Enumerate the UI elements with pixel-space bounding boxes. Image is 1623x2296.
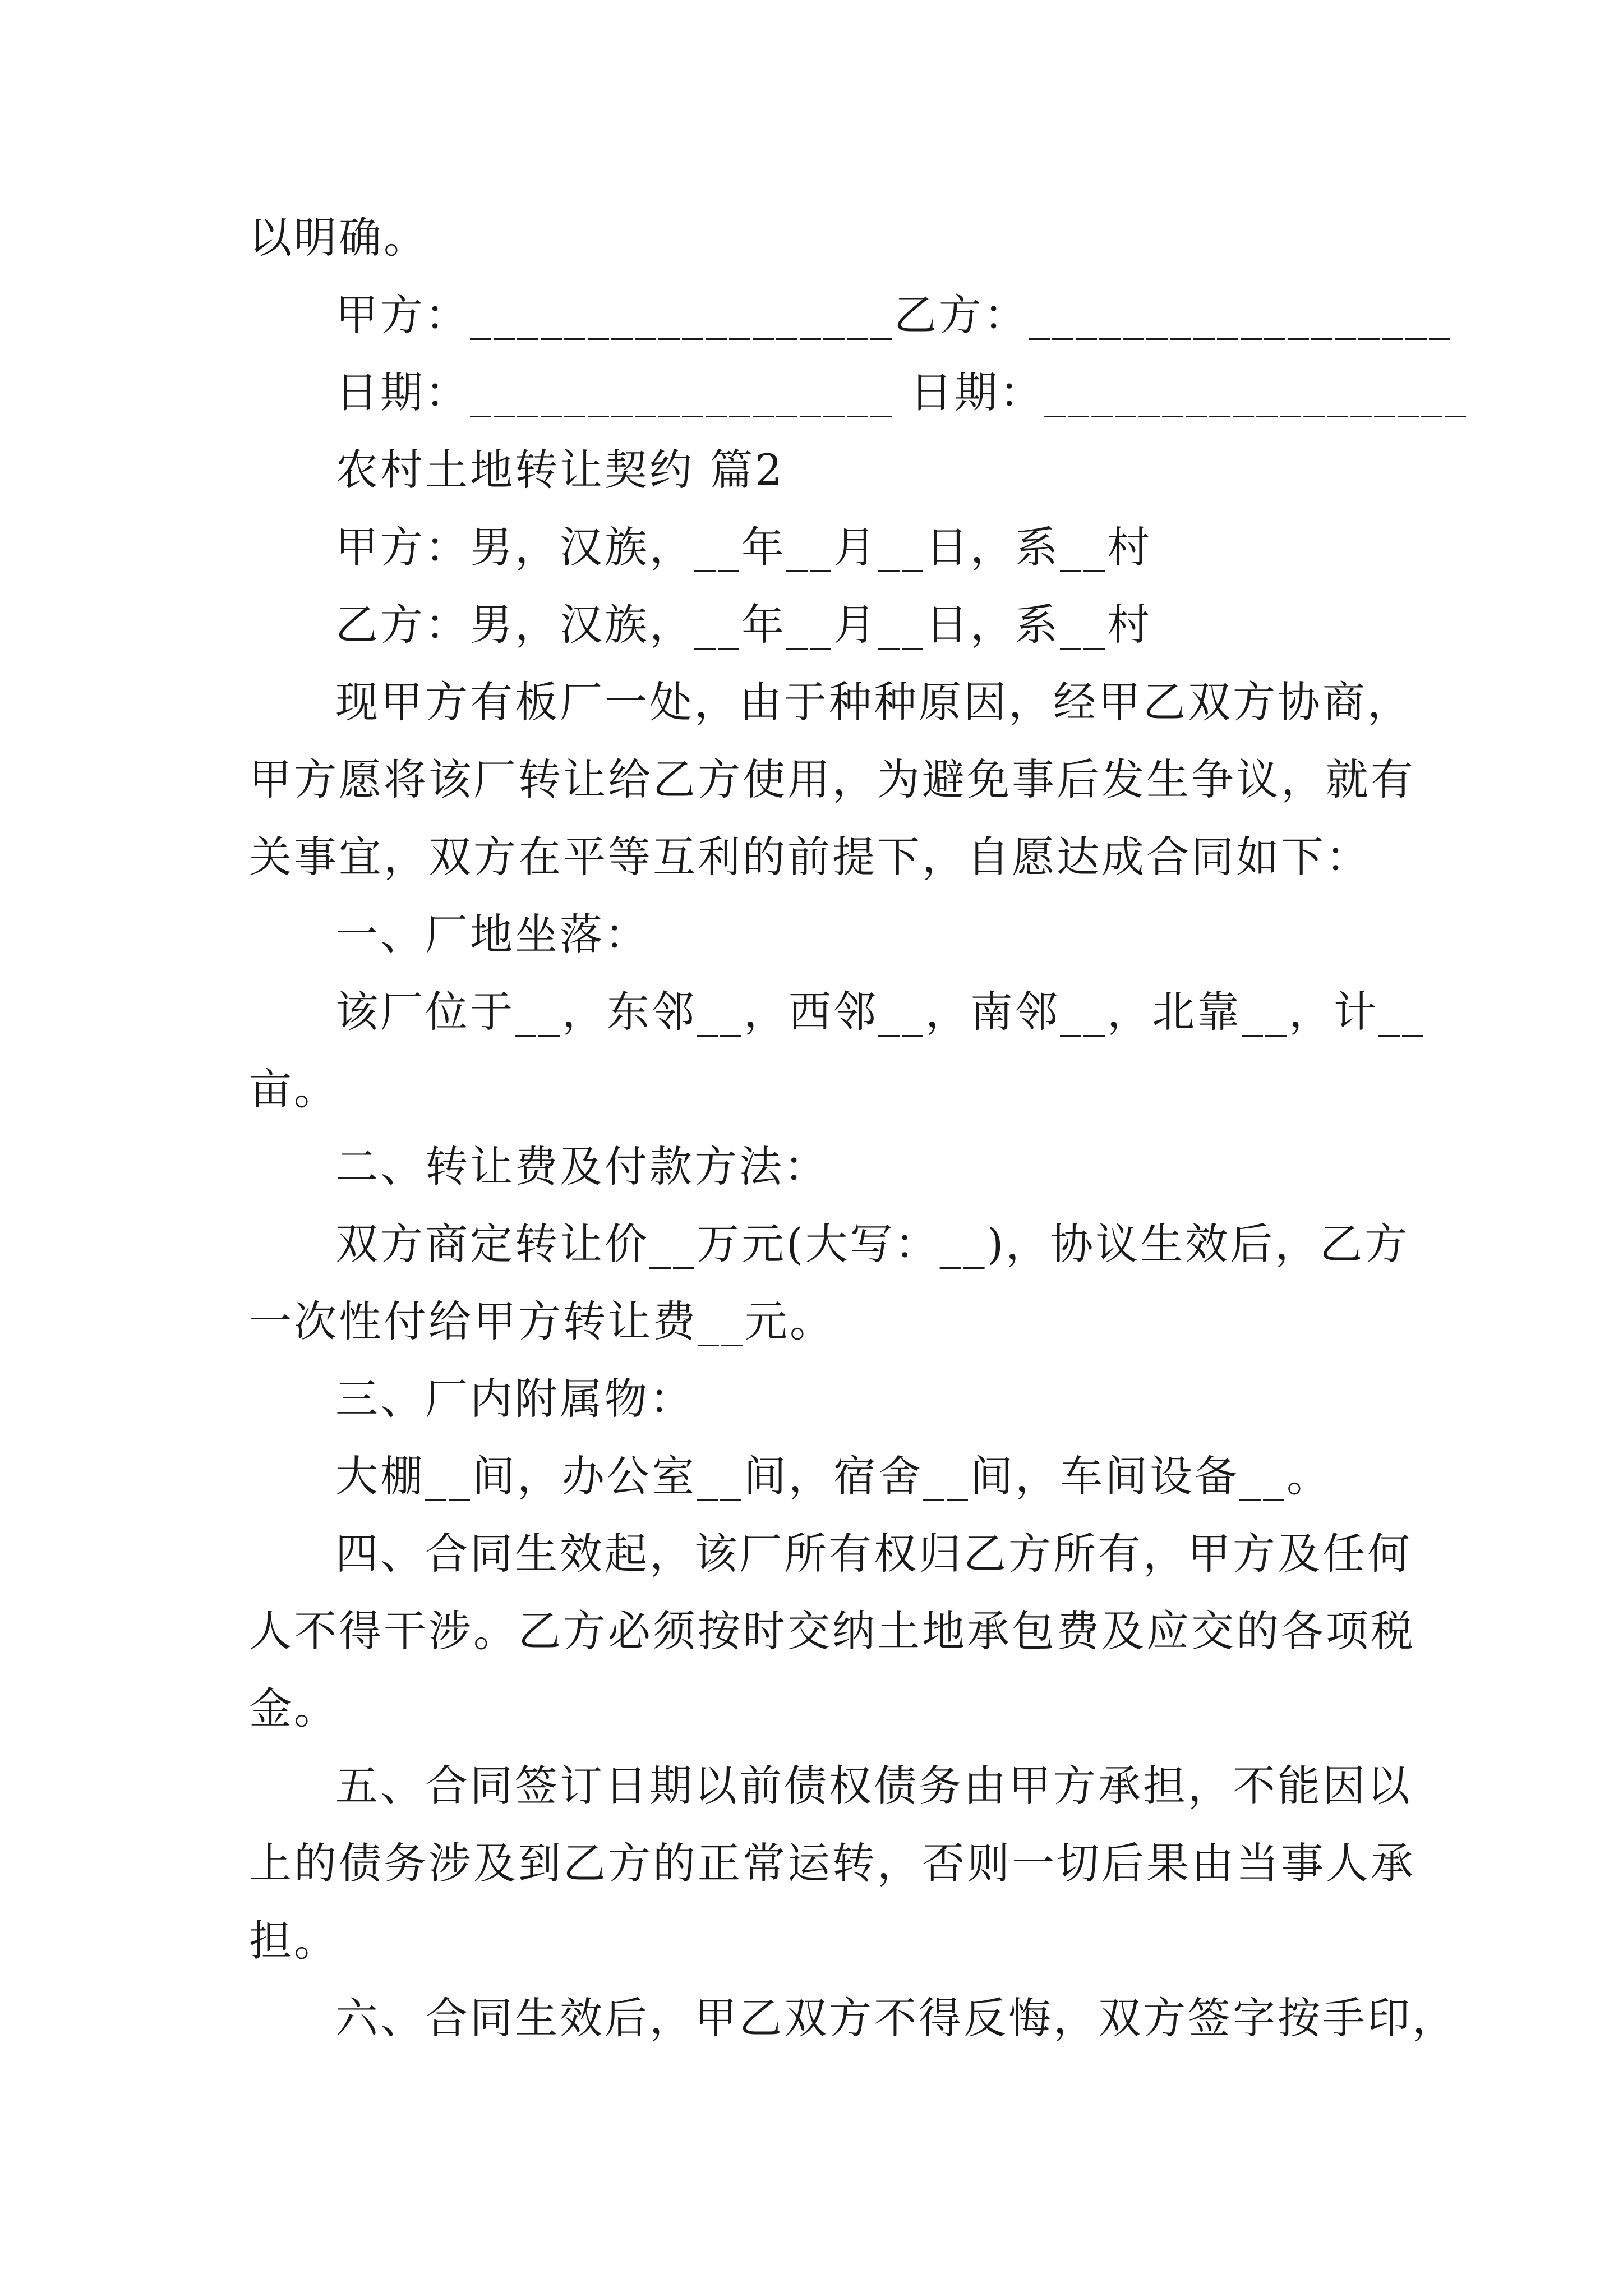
text-line: 双方商定转让价__万元(大写：__)，协议生效后，乙方 — [335, 1219, 1410, 1269]
clause-heading: 三、厂内附属物： — [335, 1374, 694, 1424]
clause-paragraph: 六、合同生效后，甲乙双方不得反悔，双方签字按手印， — [335, 1993, 1457, 2043]
text-line: 大棚__间，办公室__间，宿舍__间，车间设备__。 — [335, 1451, 1331, 1501]
text-line: 甲方愿将该厂转让给乙方使用，为避免事后发生争议，就有 — [249, 754, 1415, 804]
text-line: 一次性付给甲方转让费__元。 — [249, 1296, 834, 1346]
signature-line-parties: 甲方：__________________乙方：__________________ — [335, 290, 1453, 340]
party-a-info: 甲方：男，汉族，__年__月__日，系__村 — [335, 522, 1152, 572]
clause-heading: 一、厂地坐落： — [335, 909, 649, 959]
text-line: 金。 — [249, 1683, 339, 1733]
text-line: 人不得干涉。乙方必须按时交纳土地承包费及应交的各项税 — [249, 1606, 1415, 1656]
text-line: 现甲方有板厂一处，由于种种原因，经甲乙双方协商， — [335, 677, 1412, 727]
clause-heading: 二、转让费及付款方法： — [335, 1142, 829, 1191]
party-b-info: 乙方：男，汉族，__年__月__日，系__村 — [335, 600, 1152, 650]
text-line: 上的债务涉及到乙方的正常运转，否则一切后果由当事人承 — [249, 1838, 1415, 1888]
text-line: 该厂位于__，东邻__，西邻__，南邻__，北靠__，计__ — [335, 987, 1426, 1037]
text-line: 关事宜，双方在平等互利的前提下，自愿达成合同如下： — [249, 832, 1371, 882]
clause-paragraph: 四、合同生效起，该厂所有权归乙方所有，甲方及任何 — [335, 1529, 1412, 1579]
text-line: 以明确。 — [249, 213, 428, 263]
section-title: 农村土地转让契约 篇2 — [335, 445, 785, 495]
text-line: 亩。 — [249, 1064, 339, 1114]
text-line: 担。 — [249, 1916, 339, 1966]
signature-line-dates: 日期：__________________ 日期：__________________ — [335, 367, 1469, 417]
clause-paragraph: 五、合同签订日期以前债权债务由甲方承担，不能因以 — [335, 1761, 1412, 1811]
